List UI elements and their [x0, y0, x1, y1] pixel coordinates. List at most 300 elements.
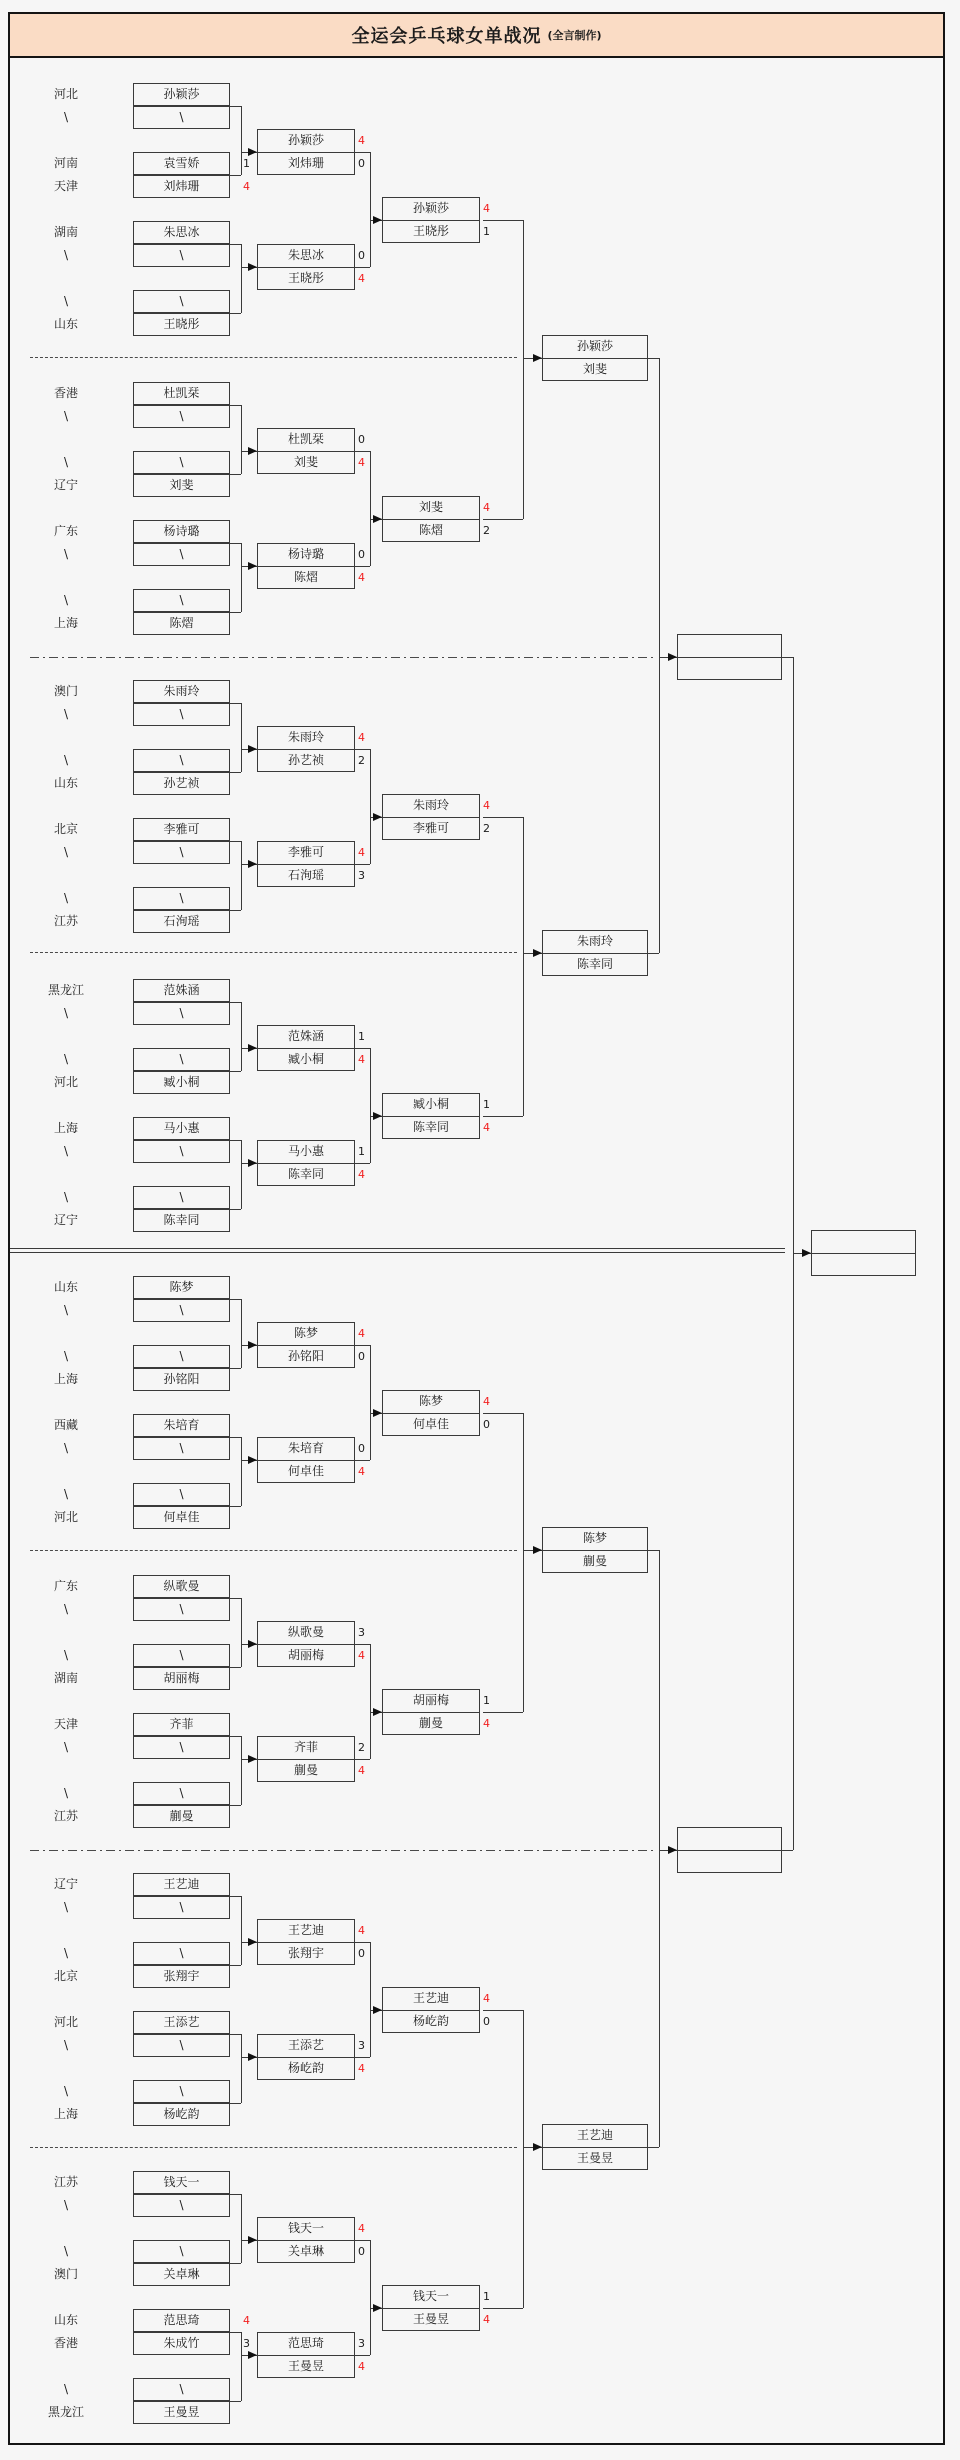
player-name: 王晓彤 [163, 317, 200, 331]
player-name: 杜凯栞 [163, 386, 200, 400]
player-name: 朱思冰 [163, 225, 200, 239]
player-name: 蒯曼 [293, 1763, 318, 1777]
bye-mark: \ [179, 2198, 184, 2212]
player-name: 范思琦 [287, 2336, 324, 2350]
player-name: 何卓佳 [287, 1464, 324, 1478]
connector-line [230, 1209, 241, 1210]
arrowhead-icon [533, 2143, 542, 2151]
score-value: 3 [358, 2337, 365, 2350]
arrowhead-icon [248, 1755, 257, 1763]
connector-line [523, 2010, 524, 2308]
province-label: 黑龙江 [47, 983, 84, 997]
connector-line [241, 1002, 242, 1071]
arrowhead-icon [248, 2236, 257, 2244]
player-name: 钱天一 [163, 2175, 200, 2189]
arrowhead-icon [248, 562, 257, 570]
score-value: 4 [358, 1327, 365, 1340]
score-value: 4 [358, 1924, 365, 1937]
province-label: 湖南 [53, 1671, 78, 1685]
player-name: 王艺迪 [576, 2128, 613, 2142]
player-name: 陈熠 [418, 523, 443, 537]
connector-line [241, 1896, 242, 1965]
bye-mark: \ [179, 1602, 184, 1616]
player-name: 刘斐 [418, 500, 443, 514]
arrowhead-icon [373, 813, 382, 821]
province-label: 山东 [53, 776, 78, 790]
connector-line [230, 841, 241, 842]
connector-line [230, 612, 241, 613]
player-name: 陈幸同 [576, 957, 613, 971]
province-label: 天津 [53, 179, 78, 193]
province-label: 河北 [53, 1510, 78, 1524]
province-label: 上海 [53, 2107, 78, 2121]
player-name: 陈梦 [169, 1280, 194, 1294]
connector-line [230, 1002, 241, 1003]
bye-mark: \ [179, 1144, 184, 1158]
bye-mark: \ [179, 2244, 184, 2258]
quarter-divider-dashdot [30, 657, 653, 658]
bye-label: \ [63, 593, 69, 607]
province-label: 北京 [53, 1969, 78, 1983]
connector-line [241, 703, 242, 772]
connector-line [355, 864, 370, 865]
score-value: 0 [358, 249, 365, 262]
connector-line [355, 1163, 370, 1164]
bye-label: \ [63, 1303, 69, 1317]
score-value: 2 [358, 1741, 365, 1754]
connector-line [659, 1550, 660, 2147]
score-value: 1 [483, 2290, 490, 2303]
player-name: 孙铭阳 [287, 1349, 324, 1363]
bye-mark: \ [179, 248, 184, 262]
connector-line [370, 451, 371, 566]
province-label: 广东 [53, 524, 78, 538]
bye-mark: \ [179, 1786, 184, 1800]
province-label: 广东 [53, 1579, 78, 1593]
half-divider-line [10, 1252, 785, 1253]
arrowhead-icon [668, 653, 677, 661]
connector-line [483, 1116, 523, 1117]
connector-line [230, 1299, 241, 1300]
connector-line [241, 405, 242, 474]
player-name [811, 1253, 916, 1276]
province-label: 澳门 [53, 2267, 78, 2281]
player-name: 袁雪娇 [163, 156, 200, 170]
connector-line [230, 1965, 241, 1966]
player-name: 孙艺祯 [163, 776, 200, 790]
connector-line [355, 1345, 370, 1346]
province-label: 河北 [53, 1075, 78, 1089]
province-label: 辽宁 [53, 1213, 78, 1227]
province-label: 香港 [53, 386, 78, 400]
bye-mark: \ [179, 547, 184, 561]
connector-line [659, 358, 660, 953]
arrowhead-icon [248, 1456, 257, 1464]
player-name: 杨屹韵 [412, 2014, 449, 2028]
score-value: 4 [483, 1992, 490, 2005]
connector-line [230, 543, 241, 544]
connector-line [370, 1345, 371, 1460]
bye-mark: \ [179, 1487, 184, 1501]
player-name: 杨诗璐 [287, 547, 324, 561]
connector-line [230, 244, 241, 245]
connector-line [230, 2332, 241, 2333]
player-name: 范思琦 [163, 2313, 200, 2327]
connector-line [230, 1437, 241, 1438]
player-name: 臧小桐 [412, 1097, 449, 1111]
connector-line [370, 749, 371, 864]
bye-mark: \ [179, 1349, 184, 1363]
connector-line [241, 1299, 242, 1368]
score-value: 2 [483, 524, 490, 537]
connector-line [230, 405, 241, 406]
arrowhead-icon [248, 2053, 257, 2061]
player-name [677, 1827, 782, 1850]
score-value: 3 [243, 2337, 250, 2350]
score-value: 0 [358, 1442, 365, 1455]
player-name: 朱雨玲 [287, 730, 324, 744]
connector-line [523, 817, 524, 1116]
arrowhead-icon [802, 1249, 811, 1257]
bye-mark: \ [179, 1303, 184, 1317]
province-label: 山东 [53, 2313, 78, 2327]
player-name: 臧小桐 [163, 1075, 200, 1089]
connector-line [483, 2308, 523, 2309]
connector-line [230, 1140, 241, 1141]
arrowhead-icon [248, 447, 257, 455]
player-name: 王添艺 [163, 2015, 200, 2029]
player-name: 李雅可 [163, 822, 200, 836]
bye-label: \ [63, 2382, 69, 2396]
player-name: 钱天一 [412, 2289, 449, 2303]
bye-mark: \ [179, 1052, 184, 1066]
connector-line [230, 1805, 241, 1806]
bye-label: \ [63, 547, 69, 561]
player-name: 王艺迪 [287, 1923, 324, 1937]
arrowhead-icon [373, 515, 382, 523]
connector-line [355, 1759, 370, 1760]
arrowhead-icon [373, 2006, 382, 2014]
score-value: 0 [483, 1418, 490, 1431]
player-name: 陈幸同 [163, 1213, 200, 1227]
arrowhead-icon [248, 1938, 257, 1946]
connector-line [355, 267, 370, 268]
player-name: 胡丽梅 [287, 1648, 324, 1662]
connector-line [355, 2355, 370, 2356]
title-credit: (全言制作) [547, 29, 602, 42]
player-name: 石洵瑶 [163, 914, 200, 928]
player-name: 蒯曼 [418, 1716, 443, 1730]
player-name [677, 634, 782, 657]
score-value: 2 [358, 754, 365, 767]
bye-label: \ [63, 1006, 69, 1020]
score-value: 4 [483, 799, 490, 812]
province-label: 山东 [53, 1280, 78, 1294]
province-label: 北京 [53, 822, 78, 836]
player-name: 关卓琳 [287, 2244, 324, 2258]
bye-label: \ [63, 1786, 69, 1800]
bye-label: \ [63, 1946, 69, 1960]
connector-line [230, 1598, 241, 1599]
connector-line [241, 1598, 242, 1667]
player-name: 朱成竹 [163, 2336, 200, 2350]
player-name: 王晓彤 [412, 224, 449, 238]
bye-mark: \ [179, 891, 184, 905]
player-name: 陈幸同 [412, 1120, 449, 1134]
province-label: 香港 [53, 2336, 78, 2350]
connector-line [230, 1506, 241, 1507]
bye-mark: \ [179, 593, 184, 607]
player-name: 孙颖莎 [576, 339, 613, 353]
province-label: 辽宁 [53, 478, 78, 492]
bye-label: \ [63, 2038, 69, 2052]
arrowhead-icon [373, 1112, 382, 1120]
arrowhead-icon [533, 1546, 542, 1554]
bye-label: \ [63, 1052, 69, 1066]
player-name: 陈幸同 [287, 1167, 324, 1181]
player-name: 王艺迪 [412, 1991, 449, 2005]
bye-label: \ [63, 110, 69, 124]
bye-label: \ [63, 2084, 69, 2098]
connector-line [230, 474, 241, 475]
bye-label: \ [63, 248, 69, 262]
score-value: 4 [483, 202, 490, 215]
bye-label: \ [63, 753, 69, 767]
connector-line [230, 1896, 241, 1897]
group-divider-dashed [30, 1550, 517, 1551]
connector-line [230, 772, 241, 773]
player-name: 胡丽梅 [412, 1693, 449, 1707]
score-value: 4 [358, 2062, 365, 2075]
bye-label: \ [63, 891, 69, 905]
player-name: 孙颖莎 [163, 87, 200, 101]
province-label: 天津 [53, 1717, 78, 1731]
connector-line [648, 358, 659, 359]
connector-line [230, 1667, 241, 1668]
score-value: 4 [358, 2360, 365, 2373]
province-label: 上海 [53, 616, 78, 630]
score-value: 3 [358, 1626, 365, 1639]
player-name: 刘炜珊 [287, 156, 324, 170]
player-name: 刘斐 [582, 362, 607, 376]
arrowhead-icon [373, 216, 382, 224]
connector-line [648, 953, 659, 954]
arrowhead-icon [248, 263, 257, 271]
province-label: 河北 [53, 87, 78, 101]
arrowhead-icon [248, 1159, 257, 1167]
connector-line [782, 1850, 793, 1851]
player-name: 臧小桐 [287, 1052, 324, 1066]
player-name: 马小惠 [163, 1121, 200, 1135]
score-value: 4 [483, 1717, 490, 1730]
score-value: 4 [358, 1168, 365, 1181]
bye-mark: \ [179, 294, 184, 308]
connector-line [241, 543, 242, 612]
player-name: 胡丽梅 [163, 1671, 200, 1685]
bye-mark: \ [179, 455, 184, 469]
score-value: 0 [358, 157, 365, 170]
connector-line [370, 2240, 371, 2355]
player-name: 李雅可 [287, 845, 324, 859]
connector-line [241, 106, 242, 175]
bye-label: \ [63, 1441, 69, 1455]
player-name: 朱思冰 [287, 248, 324, 262]
player-name: 关卓琳 [163, 2267, 200, 2281]
bye-mark: \ [179, 1190, 184, 1204]
connector-line [355, 1644, 370, 1645]
score-value: 4 [358, 1649, 365, 1662]
player-name: 李雅可 [412, 821, 449, 835]
bye-mark: \ [179, 1648, 184, 1662]
score-value: 0 [483, 2015, 490, 2028]
province-label: 辽宁 [53, 1877, 78, 1891]
score-value: 0 [358, 433, 365, 446]
bye-mark: \ [179, 409, 184, 423]
quarter-divider-dashdot [30, 1850, 653, 1851]
arrowhead-icon [533, 354, 542, 362]
province-label: 上海 [53, 1121, 78, 1135]
score-value: 4 [483, 501, 490, 514]
bye-label: \ [63, 455, 69, 469]
province-label: 河北 [53, 2015, 78, 2029]
connector-line [230, 106, 241, 107]
province-label: 湖南 [53, 225, 78, 239]
arrowhead-icon [373, 1409, 382, 1417]
player-name: 王添艺 [287, 2038, 324, 2052]
player-name: 王曼昱 [287, 2359, 324, 2373]
province-label: 江苏 [53, 2175, 78, 2189]
bye-mark: \ [179, 753, 184, 767]
player-name: 王艺迪 [163, 1877, 200, 1891]
connector-line [230, 2194, 241, 2195]
player-name: 何卓佳 [412, 1417, 449, 1431]
connector-line [355, 451, 370, 452]
province-label: 西藏 [53, 1418, 78, 1432]
bye-mark: \ [179, 1441, 184, 1455]
arrowhead-icon [248, 1341, 257, 1349]
player-name: 蒯曼 [169, 1809, 194, 1823]
bye-label: \ [63, 1900, 69, 1914]
player-name: 刘炜珊 [163, 179, 200, 193]
connector-line [241, 1140, 242, 1209]
player-name: 石洵瑶 [287, 868, 324, 882]
player-name [677, 1850, 782, 1873]
connector-line [230, 703, 241, 704]
bye-label: \ [63, 1144, 69, 1158]
arrowhead-icon [248, 148, 257, 156]
province-label: 澳门 [53, 684, 78, 698]
connector-line [230, 2034, 241, 2035]
arrowhead-icon [373, 1708, 382, 1716]
connector-line [355, 1460, 370, 1461]
connector-line [483, 1413, 523, 1414]
player-name: 朱培育 [287, 1441, 324, 1455]
score-value: 4 [243, 2314, 250, 2327]
province-label: 河南 [53, 156, 78, 170]
bye-label: \ [63, 2198, 69, 2212]
player-name: 蒯曼 [582, 1554, 607, 1568]
arrowhead-icon [248, 1044, 257, 1052]
score-value: 4 [483, 1121, 490, 1134]
page-title: 全运会乒乓球女单战况 [351, 26, 542, 47]
connector-line [355, 152, 370, 153]
player-name: 刘斐 [169, 478, 194, 492]
player-name: 王曼昱 [576, 2151, 613, 2165]
bye-label: \ [63, 294, 69, 308]
bye-label: \ [63, 845, 69, 859]
player-name: 孙颖莎 [412, 201, 449, 215]
player-name: 朱培育 [163, 1418, 200, 1432]
score-value: 0 [358, 1947, 365, 1960]
province-label: 上海 [53, 1372, 78, 1386]
bye-label: \ [63, 2244, 69, 2258]
arrowhead-icon [248, 1640, 257, 1648]
player-name: 陈梦 [582, 1531, 607, 1545]
connector-line [241, 1437, 242, 1506]
connector-line [355, 1942, 370, 1943]
player-name: 王曼昱 [412, 2312, 449, 2326]
connector-line [355, 749, 370, 750]
connector-line [355, 2240, 370, 2241]
player-name: 陈梦 [293, 1326, 318, 1340]
bye-label: \ [63, 1602, 69, 1616]
bye-mark: \ [179, 2382, 184, 2396]
arrowhead-icon [248, 860, 257, 868]
player-name: 王晓彤 [287, 271, 324, 285]
connector-line [483, 2010, 523, 2011]
player-name: 马小惠 [287, 1144, 324, 1158]
score-value: 1 [358, 1145, 365, 1158]
score-value: 1 [358, 1030, 365, 1043]
connector-line [370, 1048, 371, 1163]
player-name: 王曼昱 [163, 2405, 200, 2419]
score-value: 4 [358, 2222, 365, 2235]
connector-line [648, 1550, 659, 1551]
connector-line [241, 2332, 242, 2401]
player-name: 陈熠 [169, 616, 194, 630]
player-name: 刘斐 [293, 455, 318, 469]
player-name: 齐菲 [293, 1740, 318, 1754]
player-name: 杨诗璐 [163, 524, 200, 538]
arrowhead-icon [668, 1846, 677, 1854]
connector-line [483, 519, 523, 520]
bye-label: \ [63, 409, 69, 423]
bye-mark: \ [179, 2038, 184, 2052]
province-label: 江苏 [53, 1809, 78, 1823]
connector-line [523, 220, 524, 519]
score-value: 4 [483, 2313, 490, 2326]
connector-line [230, 2401, 241, 2402]
score-value: 3 [358, 2039, 365, 2052]
score-value: 4 [358, 731, 365, 744]
bye-label: \ [63, 1487, 69, 1501]
connector-line [483, 817, 523, 818]
connector-line [782, 657, 793, 658]
player-name [677, 657, 782, 680]
arrowhead-icon [248, 2351, 257, 2359]
score-value: 4 [358, 1465, 365, 1478]
connector-line [230, 1368, 241, 1369]
connector-line [355, 1048, 370, 1049]
group-divider-dashed [30, 952, 517, 953]
connector-line [370, 1942, 371, 2057]
player-name: 范姝涵 [287, 1029, 324, 1043]
connector-line [241, 1736, 242, 1805]
group-divider-dashed [30, 357, 517, 358]
province-label: 江苏 [53, 914, 78, 928]
player-name: 朱雨玲 [576, 934, 613, 948]
connector-line [230, 1071, 241, 1072]
